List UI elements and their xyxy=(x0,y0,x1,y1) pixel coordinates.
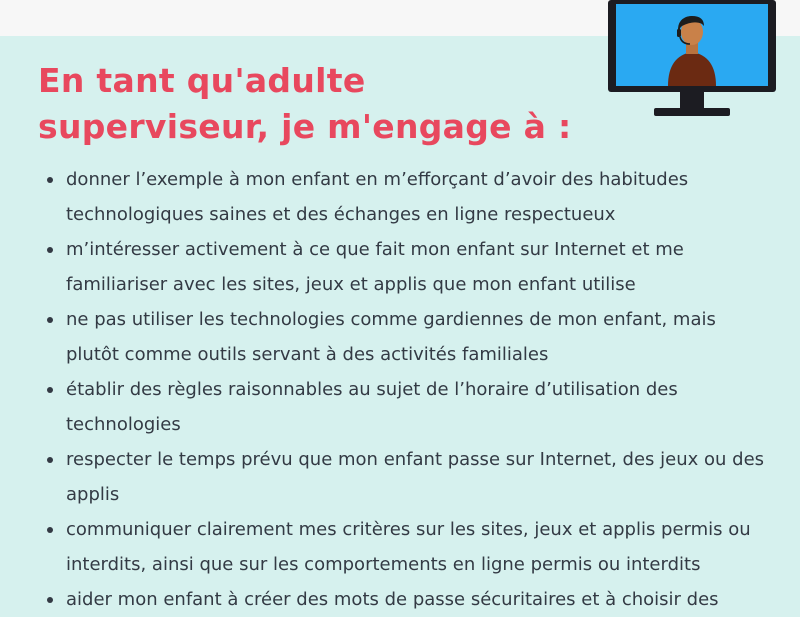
monitor-person-headset-icon xyxy=(606,0,778,122)
list-item: ne pas utiliser les technologies comme gardiennes de mon enfant, mais plutôt comme outils servant à des activités familiales xyxy=(0,302,800,372)
commitment-list xyxy=(0,162,800,617)
list-item: respecter le temps prévu que mon enfant passe sur Internet, des jeux ou des applis xyxy=(0,442,800,512)
list-item: établir des règles raisonnables au sujet de l’horaire d’utilisation des technologies xyxy=(0,372,800,442)
title-line-2: superviseur, je m'engage à : xyxy=(38,107,572,146)
list-item: aider mon enfant à créer des mots de passe sécuritaires et à choisir des xyxy=(0,582,800,617)
list-item: donner l’exemple à mon enfant en m’efforçant d’avoir des habitudes technologiques saines et des échanges en ligne respectueux xyxy=(0,162,800,232)
page-title xyxy=(38,58,578,150)
title-line-1: En tant qu'adulte xyxy=(38,61,366,100)
list-item: m’intéresser activement à ce que fait mon enfant sur Internet et me familiariser avec les sites, jeux et applis que mon enfant utilise xyxy=(0,232,800,302)
list-item: communiquer clairement mes critères sur les sites, jeux et applis permis ou interdits, ainsi que sur les comportements en ligne permis ou interdits xyxy=(0,512,800,582)
